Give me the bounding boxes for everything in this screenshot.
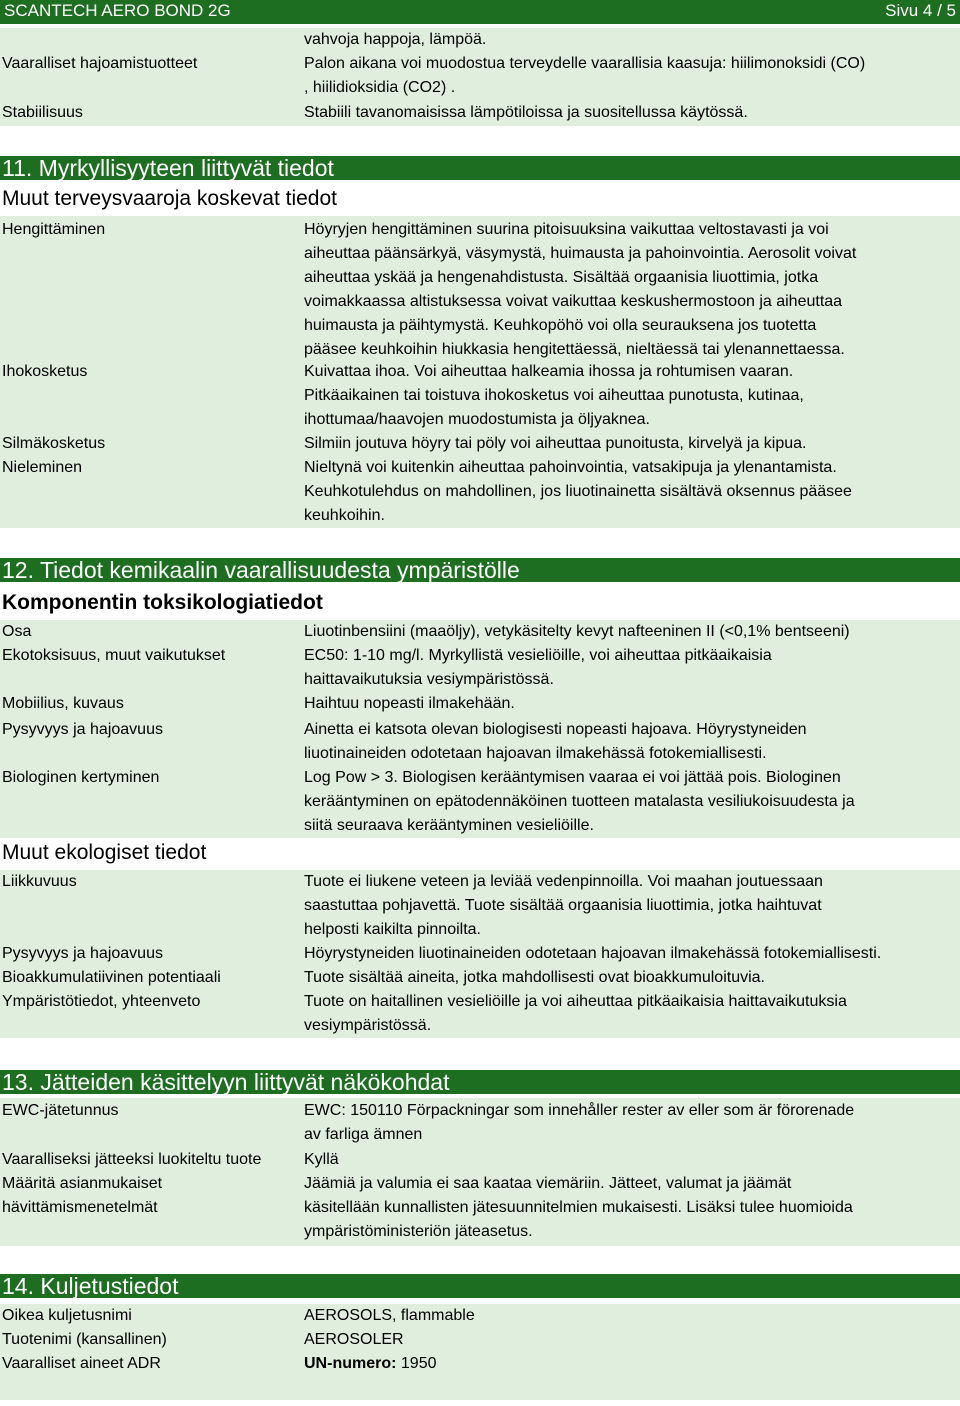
row-value: Ainetta ei katsota olevan biologisesti nopeasti hajoava. Höyrystyneiden liuotinaineiden odotetaan hajoavan ilmakehässä fotokemiallisesti. — [304, 721, 807, 762]
table-row — [0, 360, 960, 432]
row-label: Liikkuvuus — [2, 873, 77, 890]
table-row — [0, 1328, 960, 1352]
row-value: Tuote sisältää aineita, jotka mahdollisesti ovat bioakkumuloituvia. — [304, 969, 765, 986]
row-value: EWC: 150110 Förpackningar som innehåller rester av eller som är förorenade av farliga ämnen — [304, 1102, 855, 1143]
table-row — [0, 692, 960, 716]
row-label: Ihokosketus — [2, 363, 88, 380]
document-title: SCANTECH AERO BOND 2G — [4, 1, 231, 20]
section-12-subheading-ecological: Muut ekologiset tiedot — [2, 841, 207, 864]
table-row — [0, 644, 960, 692]
row-value: Liuotinbensiini (maaöljy), vetykäsitelty kevyt nafteeninen II (<0,1% bentseeni) — [304, 623, 850, 640]
section-12-heading: 12. Tiedot kemikaalin vaarallisuudesta ympäristölle — [0, 558, 960, 582]
row-label: Ympäristötiedot, yhteenveto — [2, 993, 201, 1010]
section-12-subheading-components: Komponentin toksikologiatiedot — [2, 591, 323, 614]
un-number-value: 1950 — [400, 1355, 437, 1372]
table-row — [0, 990, 960, 1038]
section-11-subheading: Muut terveysvaaroja koskevat tiedot — [2, 187, 337, 210]
table-row — [0, 216, 960, 360]
table-row — [0, 620, 960, 644]
row-value: Kyllä — [304, 1151, 339, 1168]
table-row — [0, 716, 960, 764]
row-label: Pysyvyys ja hajoavuus — [2, 945, 163, 962]
row-label: EWC-jätetunnus — [2, 1102, 119, 1119]
row-label: Silmäkosketus — [2, 435, 106, 452]
row-label: Ekotoksisuus, muut vaikutukset — [2, 647, 226, 664]
table-row — [0, 1352, 960, 1400]
table-row — [0, 1304, 960, 1328]
page-number: Sivu 4 / 5 — [885, 1, 956, 20]
row-value: Silmiin joutuva höyry tai pöly voi aiheuttaa punoitusta, kirvelyä ja kipua. — [304, 435, 807, 452]
section-14-heading: 14. Kuljetustiedot — [0, 1274, 960, 1298]
row-label: Vaaralliset aineet ADR — [2, 1355, 161, 1372]
row-value: vahvoja happoja, lämpöä. — [304, 31, 487, 48]
table-row — [0, 100, 960, 126]
row-label: Tuotenimi (kansallinen) — [2, 1331, 167, 1348]
row-value: AEROSOLER — [304, 1331, 404, 1348]
row-label: Hengittäminen — [2, 221, 106, 238]
row-label: Mobiilius, kuvaus — [2, 695, 124, 712]
row-label: Pysyvyys ja hajoavuus — [2, 721, 163, 738]
row-value — [304, 1352, 944, 1376]
row-label: Vaaralliseksi jätteeksi luokiteltu tuote — [2, 1151, 262, 1168]
un-number-label: UN-numero: — [304, 1355, 397, 1372]
row-value: Tuote on haitallinen vesieliöille ja voi aiheuttaa pitkäaikaisia haittavaikutuksia vesiympäristössä. — [304, 993, 847, 1034]
row-value: Höyryjen hengittäminen suurina pitoisuuksina vaikuttaa veltostavasti ja voi aiheuttaa päänsärkyä, väsymystä, huimausta ja pahoinvointia. Aerosolit voivat aiheuttaa yskää ja hengenahdistusta. Sisältää orgaanisia liuottimia, jotka voimakkaassa altistuksessa voivat vaikuttaa keskushermostoon ja aiheuttaa huimausta ja päihtymystä. Keuhkopöhö voi olla seurauksena jos tuotetta pääsee keuhkoihin hiukkasia hengitettäessä, nieltäessä tai ylenannettaessa. — [304, 221, 857, 358]
row-value: Tuote ei liukene veteen ja leviää vedenpinnoilla. Voi maahan joutuessaan saastuttaa pohjavettä. Tuote sisältää orgaanisia liuottimia, jotka haihtuvat helposti kaikilta pinnoilta. — [304, 873, 823, 938]
row-value: Palon aikana voi muodostua terveydelle vaarallisia kaasuja: hiilimonoksidi (CO) , hiilidioksidia (CO2) . — [304, 55, 866, 96]
table-row — [0, 966, 960, 990]
row-label: Bioakkumulatiivinen potentiaali — [2, 969, 221, 986]
row-value: Log Pow > 3. Biologisen kerääntymisen vaaraa ei voi jättää pois. Biologinen kerääntyminen on epätodennäköinen tuotteen matalasta vesiliukoisuudesta ja siitä seuraava kerääntyminen vesieliöille. — [304, 769, 855, 834]
table-row — [0, 942, 960, 966]
row-label: Määritä asianmukaiset hävittämismenetelmät — [2, 1175, 163, 1216]
table-row — [0, 28, 960, 52]
table-row — [0, 870, 960, 942]
table-row — [0, 1148, 960, 1172]
table-row — [0, 764, 960, 838]
row-value: Stabiili tavanomaisissa lämpötiloissa ja suositellussa käytössä. — [304, 104, 748, 121]
row-label: Vaaralliset hajoamistuotteet — [2, 55, 198, 72]
table-row — [0, 456, 960, 528]
row-value: EC50: 1-10 mg/l. Myrkyllistä vesieliöille, voi aiheuttaa pitkäaikaisia haittavaikutuksia vesiympäristössä. — [304, 647, 772, 688]
row-label: Stabiilisuus — [2, 104, 83, 121]
row-label: Osa — [2, 623, 32, 640]
row-value: Nieltynä voi kuitenkin aiheuttaa pahoinvointia, vatsakipuja ja ylenantamista. Keuhkotulehdus on mahdollinen, jos liuotinainetta sisältävä oksennus pääsee keuhkoihin. — [304, 459, 852, 524]
table-row — [0, 52, 960, 100]
row-value: Kuivattaa ihoa. Voi aiheuttaa halkeamia ihossa ja rohtumisen vaaran. Pitkäaikainen tai toistuva ihokosketus voi aiheuttaa punotusta, kutinaa, ihottumaa/haavojen muodostumista ja öljyaknea. — [304, 363, 804, 428]
table-row — [0, 1098, 960, 1148]
row-label: Biologinen kertyminen — [2, 769, 160, 786]
page-header — [0, 0, 960, 24]
row-value: Haihtuu nopeasti ilmakehään. — [304, 695, 515, 712]
row-value: Jäämiä ja valumia ei saa kaataa viemäriin. Jätteet, valumat ja jäämät käsitellään kunnallisten jätesuunnitelmien mukaisesti. Lisäksi tulee huomioida ympäristöministeriön jäteasetus. — [304, 1175, 853, 1240]
row-label: Oikea kuljetusnimi — [2, 1307, 132, 1324]
table-row — [0, 432, 960, 456]
section-13-heading: 13. Jätteiden käsittelyyn liittyvät näkökohdat — [0, 1070, 960, 1094]
section-11-heading: 11. Myrkyllisyyteen liittyvät tiedot — [0, 156, 960, 180]
table-row — [0, 1172, 960, 1246]
row-value: Höyrystyneiden liuotinaineiden odotetaan hajoavan ilmakehässä fotokemiallisesti. — [304, 945, 882, 962]
row-label: Nieleminen — [2, 459, 83, 476]
row-value: AEROSOLS, flammable — [304, 1307, 475, 1324]
